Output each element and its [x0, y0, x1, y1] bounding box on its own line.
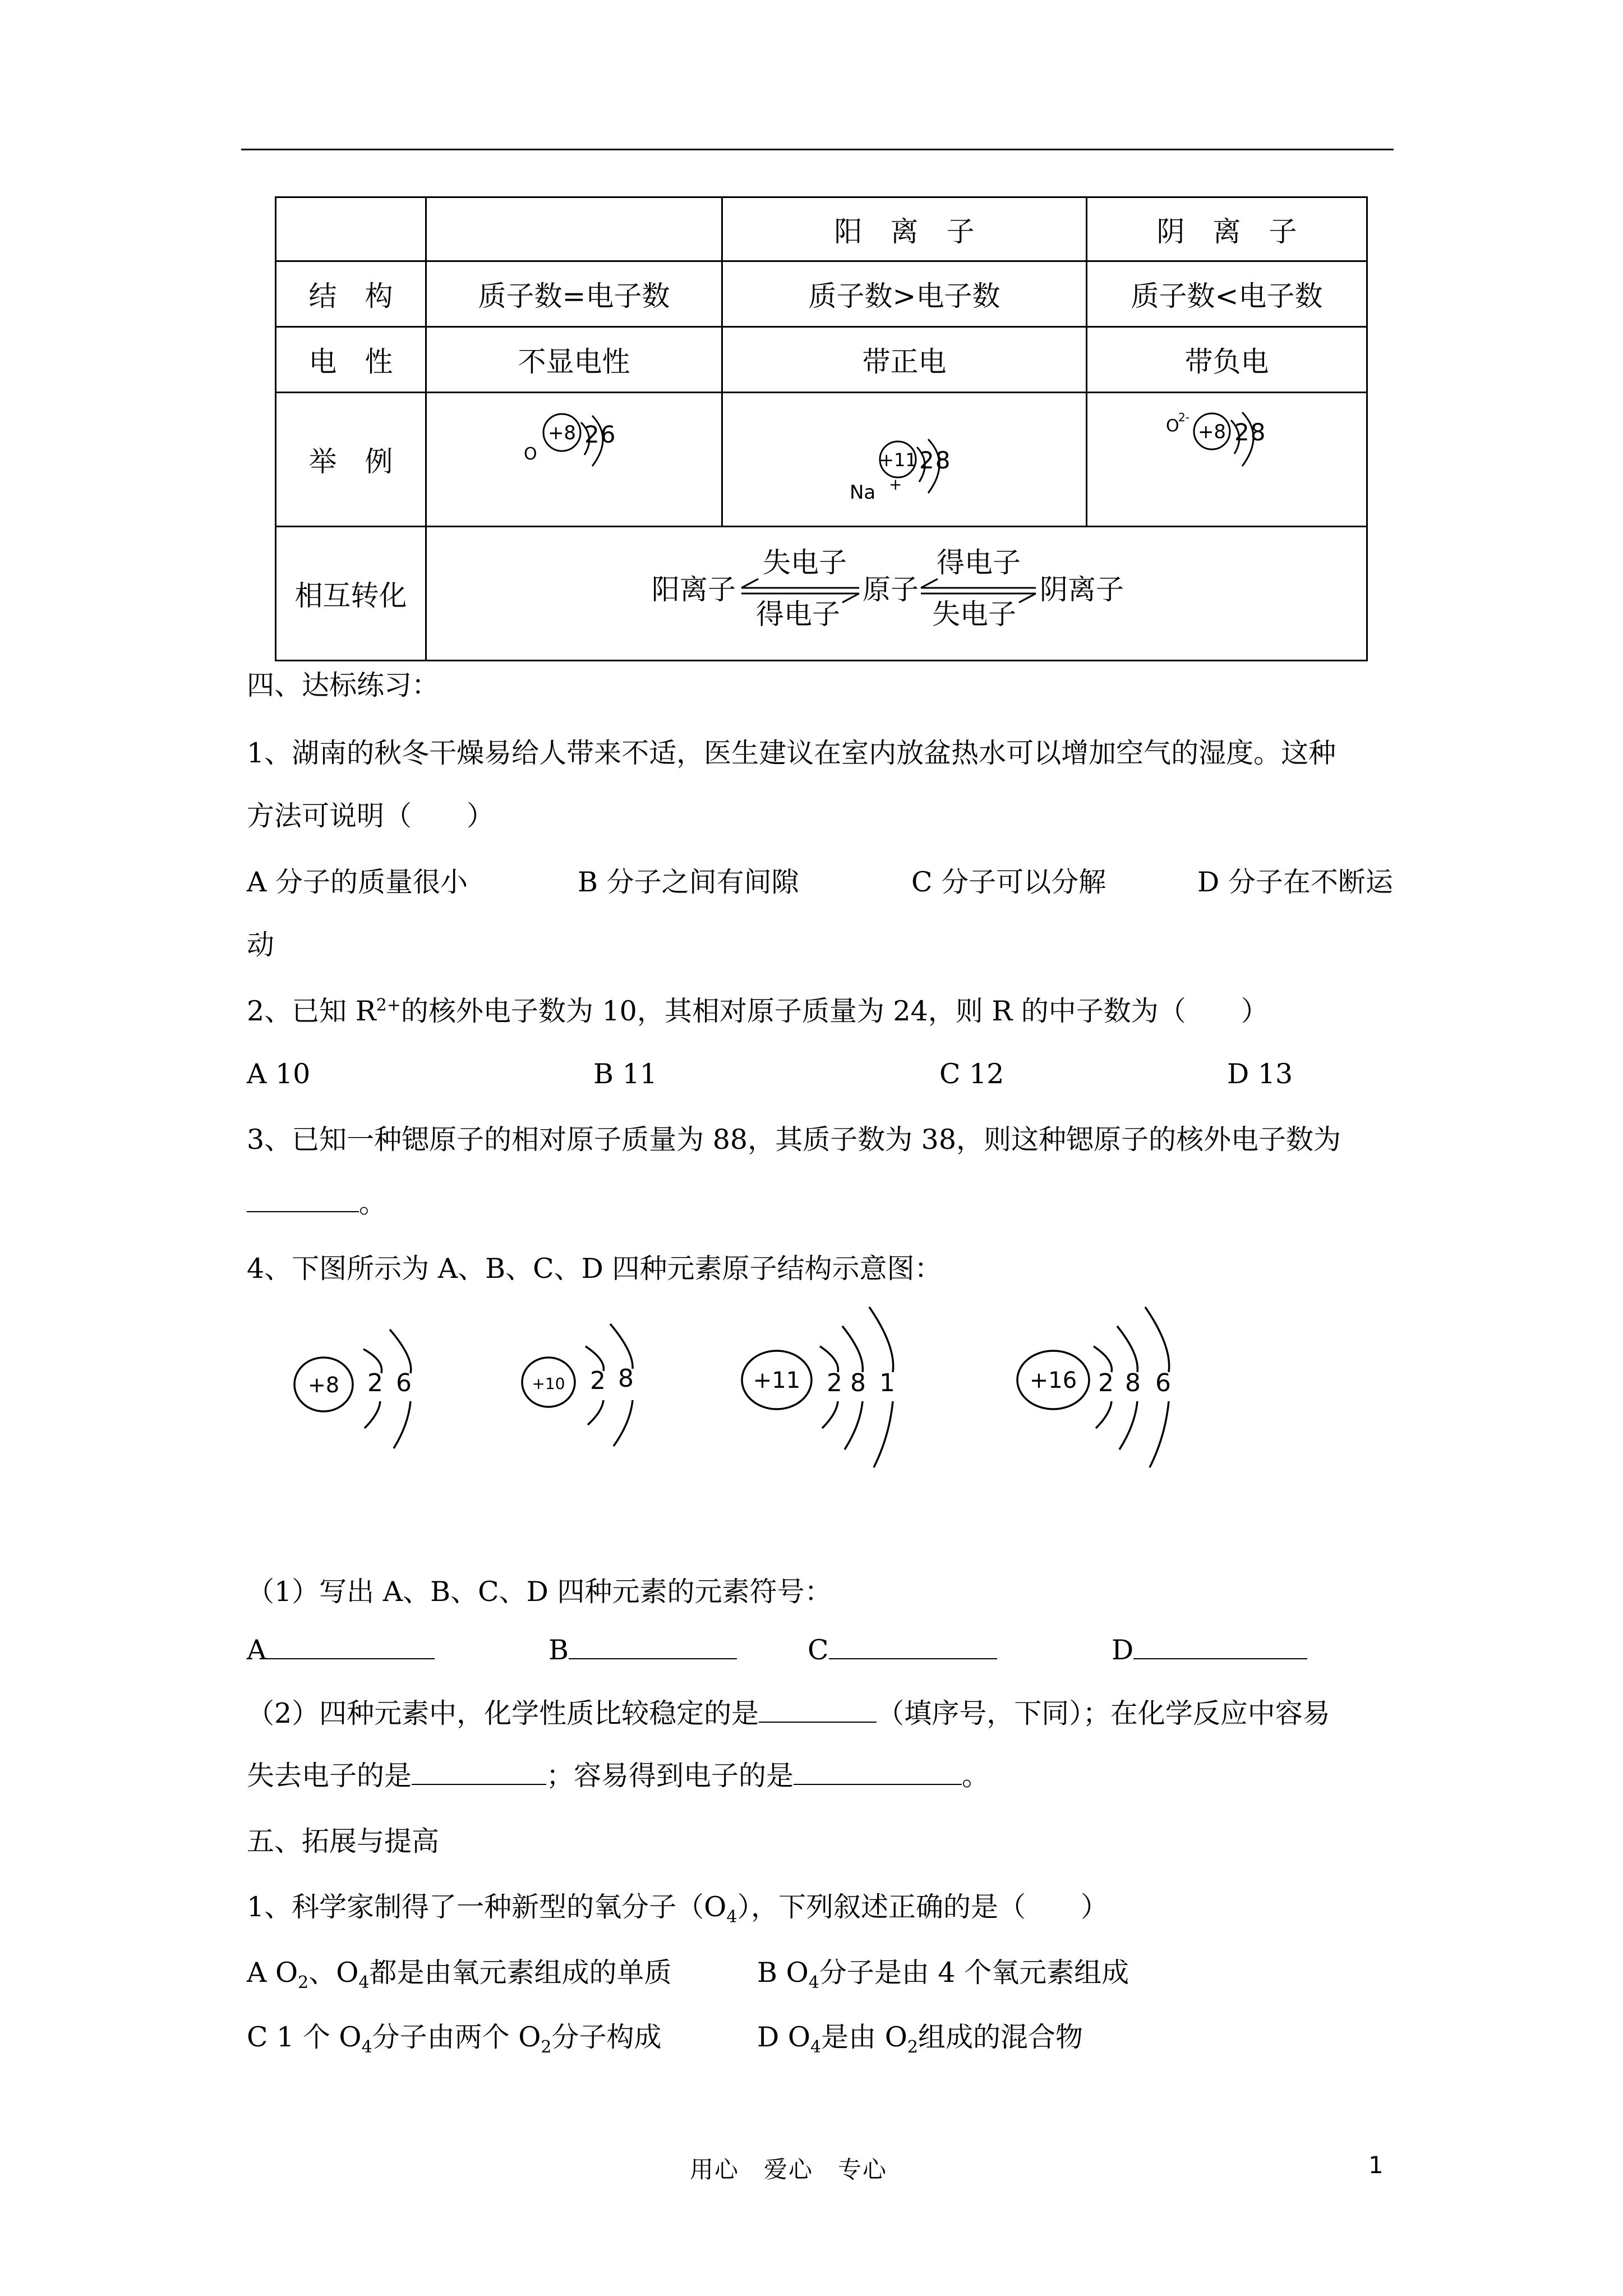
table-cell: 不显电性 [426, 327, 722, 393]
q1-line1: 1、湖南的秋冬干燥易给人带来不适，医生建议在室内放盆热水可以增加空气的湿度。这种 [247, 737, 1336, 769]
table-header-cell [426, 197, 722, 261]
shell-d-3: 6 [1155, 1369, 1171, 1397]
nucleus-charge: +8 [1197, 421, 1226, 443]
q2-option-d: D 13 [1227, 1058, 1293, 1090]
atom-diagrams-svg [269, 1301, 1223, 1481]
answer-blank-a[interactable] [266, 1658, 435, 1659]
conv-atom: 原子 [862, 573, 919, 606]
q2-option-b: B 11 [593, 1058, 657, 1090]
conversion-diagram [427, 527, 1366, 653]
q2-text-pre: 2、已知 R [247, 995, 376, 1027]
s5-option-b [757, 1956, 1129, 1993]
conv-anion: 阴离子 [1039, 573, 1124, 606]
q2-option-c: C 12 [939, 1058, 1004, 1090]
q1-wrap: 动 [247, 929, 275, 961]
nucleus-charge-b: +10 [532, 1374, 565, 1393]
option-text: 分子构成 [551, 2021, 662, 2053]
s5-option-d [757, 2021, 1083, 2057]
section5-title: 五、拓展与提高 [247, 1825, 440, 1857]
q1-option-c: C 分子可以分解 [911, 866, 1106, 898]
nucleus-charge: +11 [878, 449, 917, 471]
shell-d-1: 2 [1098, 1369, 1114, 1397]
cation-example-cell [722, 393, 1087, 527]
option-text: B O [757, 1957, 809, 1989]
conv-label-gain: 得电子 [755, 598, 840, 631]
ion-charge: 2- [1178, 411, 1189, 424]
table-header-cell: 阴 离 子 [1087, 197, 1367, 261]
nucleus-charge: +8 [547, 422, 576, 444]
q1-option-a: A 分子的质量很小 [247, 866, 468, 898]
answer-blank[interactable] [247, 1211, 359, 1212]
table-header-cell: 阳 离 子 [722, 197, 1087, 261]
shell-c-1: 2 [827, 1369, 842, 1397]
ion-charge: + [888, 475, 902, 494]
q4-answer-c [808, 1634, 997, 1667]
section4-title: 四、达标练习： [247, 669, 440, 701]
answer-blank-lose[interactable] [412, 1784, 546, 1785]
subscript: 2 [541, 2037, 552, 2057]
row-label: 举 例 [276, 393, 426, 527]
table-row-charge [276, 327, 1367, 393]
table-cell: 质子数=电子数 [426, 261, 722, 327]
q4-sub2-text: 失去电子的是 [247, 1760, 412, 1792]
q4-sub2-text: 。 [962, 1760, 990, 1792]
page-number: 1 [1368, 2151, 1384, 2179]
subscript: 2 [907, 2037, 918, 2057]
answer-blank-stable[interactable] [759, 1722, 877, 1723]
q3-end: 。 [359, 1187, 387, 1219]
subscript: 4 [726, 1907, 737, 1927]
s5-q1-text: 1、科学家制得了一种新型的氧分子（O [247, 1891, 727, 1923]
atom-diagrams [269, 1301, 1223, 1483]
header-rule [241, 149, 1394, 150]
q4-answer-b [548, 1634, 737, 1667]
q4-answer-a [247, 1634, 435, 1667]
table-row-conversion [276, 527, 1367, 661]
electron-shells: 28 [1234, 418, 1266, 446]
oxygen-atom-diagram [428, 393, 720, 519]
nucleus-charge-c: +11 [753, 1368, 801, 1393]
answer-blank-gain[interactable] [794, 1784, 962, 1785]
letter-b: B [548, 1634, 569, 1666]
shell-c-2: 8 [850, 1369, 866, 1397]
letter-a: A [247, 1634, 267, 1666]
arrow-head [741, 579, 758, 588]
table-cell: 带正电 [722, 327, 1087, 393]
subscript: 2 [298, 1972, 309, 1993]
nucleus-charge-d: +16 [1029, 1368, 1077, 1393]
q2-option-a: A 10 [247, 1058, 311, 1090]
shell-d-2: 8 [1125, 1369, 1141, 1397]
letter-c: C [808, 1634, 829, 1666]
subscript: 4 [808, 1972, 819, 1993]
answer-blank-d[interactable] [1133, 1658, 1307, 1659]
q1-line2: 方法可说明（ ） [247, 800, 495, 832]
s5-option-c [247, 2021, 662, 2057]
shell-c-3: 1 [879, 1369, 895, 1397]
subscript: 4 [358, 1972, 370, 1993]
q2-text-post: 的核外电子数为 10，其相对原子质量为 24，则 R 的中子数为（ ） [400, 995, 1269, 1027]
option-text: C 1 个 O [247, 2021, 362, 2053]
conversion-cell [426, 527, 1367, 661]
table-cell: 质子数>电子数 [722, 261, 1087, 327]
q1-option-d: D 分子在不断运 [1197, 866, 1393, 898]
option-text: 是由 O [821, 2021, 907, 2053]
ion-comparison-table [275, 196, 1368, 661]
ion-symbol: O [1165, 416, 1179, 436]
shell-a-2: 6 [396, 1369, 412, 1397]
q4-sub1: （1）写出 A、B、C、D 四种元素的元素符号： [247, 1576, 832, 1608]
row-label: 相互转化 [276, 527, 426, 661]
q4-sub2-line2 [247, 1759, 989, 1793]
s5-option-a [247, 1956, 672, 1993]
answer-blank-b[interactable] [569, 1658, 737, 1659]
arrow-head [1019, 593, 1036, 602]
row-label: 结 构 [276, 261, 426, 327]
shell-b-1: 2 [590, 1366, 606, 1395]
table-cell: 质子数<电子数 [1087, 261, 1367, 327]
option-text: 、O [308, 1957, 359, 1989]
table-row-structure [276, 261, 1367, 327]
anion-example-cell [1087, 393, 1367, 527]
table-header-cell [276, 197, 426, 261]
atom-example-cell [426, 393, 722, 527]
footer-motto: 用心 爱心 专心 [690, 2156, 888, 2183]
shell-a-1: 2 [367, 1369, 383, 1397]
table-header-row [276, 197, 1367, 261]
letter-d: D [1112, 1634, 1134, 1666]
conv-label-lose: 失电子 [932, 598, 1016, 631]
option-text: 分子由两个 O [372, 2021, 541, 2053]
nucleus-charge-a: +8 [307, 1373, 340, 1397]
q4-answer-d [1112, 1634, 1307, 1667]
q4-sub2-text: （2）四种元素中，化学性质比较稳定的是 [247, 1697, 759, 1729]
q1-option-b: B 分子之间有间隙 [578, 866, 799, 898]
atom-symbol: O [523, 444, 537, 464]
electron-shells: 28 [919, 447, 951, 474]
row-label: 电 性 [276, 327, 426, 393]
q4-intro: 4、下图所示为 A、B、C、D 四种元素原子结构示意图： [247, 1253, 942, 1285]
conv-cation: 阳离子 [651, 573, 736, 606]
table-row-examples [276, 393, 1367, 527]
table-cell: 带负电 [1087, 327, 1367, 393]
answer-blank-c[interactable] [829, 1658, 997, 1659]
ion-symbol: Na [849, 481, 875, 504]
conv-label-gain: 得电子 [936, 546, 1021, 579]
q2-superscript: 2+ [376, 995, 401, 1015]
electron-shells: 26 [584, 421, 616, 448]
subscript: 4 [810, 2037, 822, 2057]
oxide-ion-diagram [1089, 393, 1366, 519]
q3-line1: 3、已知一种锶原子的相对原子质量为 88，其质子数为 38，则这种锶原子的核外电子数为 [247, 1124, 1341, 1156]
arrow-head [842, 593, 859, 602]
shell-b-2: 8 [618, 1364, 634, 1393]
s5-q1-stem [247, 1890, 1108, 1927]
option-text: A O [247, 1957, 298, 1989]
option-text: 组成的混合物 [917, 2021, 1083, 2053]
q4-sub2-text: （填序号，下同）；在化学反应中容易 [877, 1697, 1330, 1729]
q3-line2 [247, 1186, 386, 1220]
sodium-ion-diagram [725, 393, 1084, 519]
conv-label-lose: 失电子 [762, 546, 847, 579]
q4-sub2-line1 [247, 1697, 1330, 1731]
arrow-head [921, 579, 938, 588]
q4-sub2-text: ；容易得到电子的是 [546, 1760, 794, 1792]
s5-q1-text: ），下列叙述正确的是（ ） [737, 1891, 1108, 1923]
option-text: 都是由氧元素组成的单质 [369, 1957, 672, 1989]
q2-stem [247, 995, 1269, 1028]
option-text: D O [757, 2021, 811, 2053]
subscript: 4 [361, 2037, 372, 2057]
option-text: 分子是由 4 个氧元素组成 [819, 1957, 1129, 1989]
